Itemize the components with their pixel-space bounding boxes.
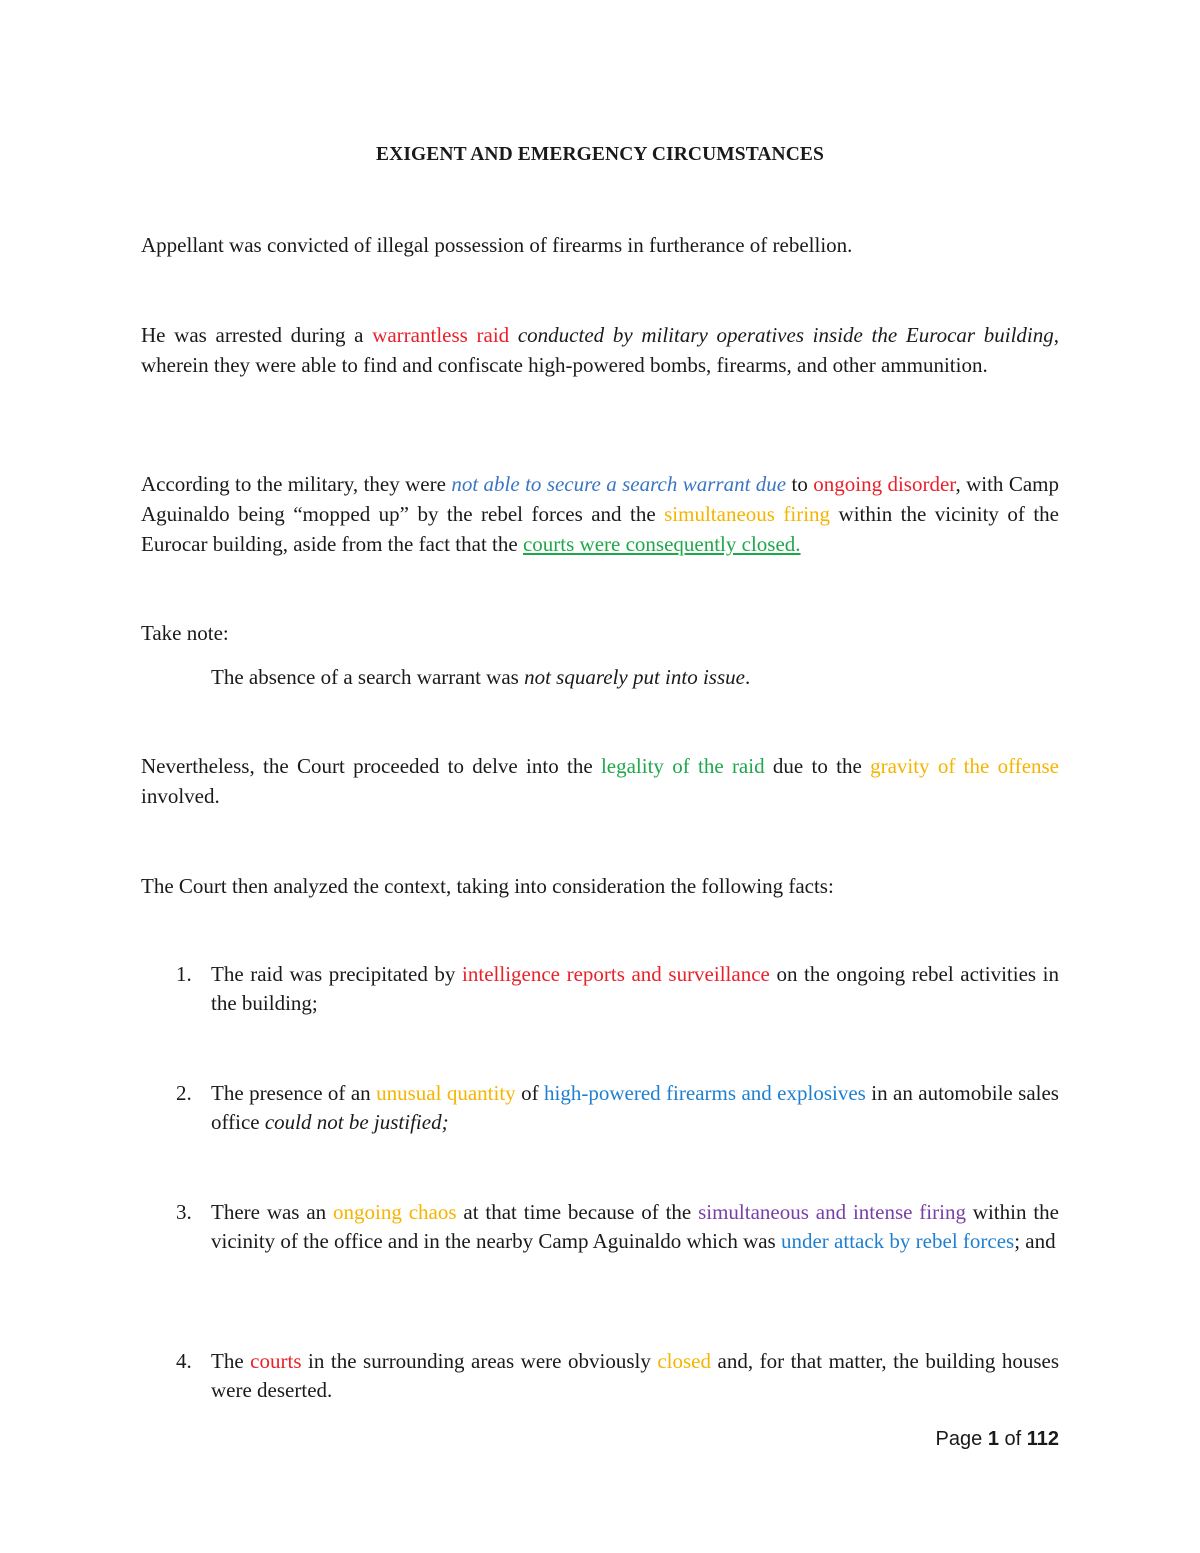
highlight-gravity-offense: gravity of the offense bbox=[870, 754, 1060, 778]
text-run: There was an bbox=[211, 1200, 334, 1224]
of-label: of bbox=[998, 1428, 1027, 1450]
text-run: within the vicinity of the office and in the nearby Camp Aguinaldo which was bbox=[211, 1200, 1059, 1253]
list-number: 3. bbox=[176, 1200, 192, 1224]
highlight-ongoing-disorder: ongoing disorder bbox=[813, 472, 956, 496]
page-number-footer bbox=[936, 1428, 1059, 1451]
text-run: ; and bbox=[1014, 1229, 1056, 1253]
text-run: of bbox=[515, 1081, 545, 1105]
highlight-legality-raid: legality of the raid bbox=[600, 754, 765, 778]
italic-run: not squarely put into issue bbox=[524, 665, 745, 689]
highlight-under-attack: under attack by rebel forces bbox=[780, 1229, 1015, 1253]
list-number: 1. bbox=[176, 962, 192, 986]
text-run: , wherein they were able to find and confiscate high-powered bombs, firearms, and other ammunition. bbox=[141, 323, 1060, 377]
text-run: . bbox=[744, 665, 751, 689]
highlight-unusual-quantity: unusual quantity bbox=[376, 1081, 516, 1105]
text-run: within the vicinity of the Eurocar building, aside from the fact that the bbox=[141, 502, 1059, 556]
paragraph-take-note: Take note: bbox=[141, 621, 229, 645]
text-run: The absence of a search warrant was bbox=[211, 665, 525, 689]
text-run: Nevertheless, the Court proceeded to delve into the bbox=[141, 754, 601, 778]
list-item-text bbox=[211, 960, 1059, 1018]
paragraph-conviction: Appellant was convicted of illegal possession of firearms in furtherance of rebellion. bbox=[141, 233, 853, 257]
highlight-firearms-explosives: high-powered firearms and explosives bbox=[544, 1081, 866, 1105]
paragraph-arrest bbox=[141, 320, 1059, 380]
highlight-simultaneous-firing: simultaneous firing bbox=[664, 502, 831, 526]
text-run: at that time because of the bbox=[456, 1200, 699, 1224]
text-run: in the surrounding areas were obviously bbox=[301, 1349, 658, 1373]
current-page-number: 1 bbox=[987, 1428, 999, 1450]
highlight-ongoing-chaos: ongoing chaos bbox=[333, 1200, 457, 1224]
paragraph-absence-note bbox=[211, 662, 1059, 692]
list-item-text bbox=[211, 1347, 1059, 1405]
text-run: The presence of an bbox=[211, 1081, 377, 1105]
text-run: The raid was precipitated by bbox=[211, 962, 463, 986]
highlight-courts: courts bbox=[250, 1349, 302, 1373]
text-run: The bbox=[211, 1349, 251, 1373]
text-run: involved. bbox=[141, 784, 220, 808]
text-run: and, for that matter, the building houses were deserted. bbox=[211, 1349, 1059, 1402]
highlight-intense-firing: simultaneous and intense firing bbox=[698, 1200, 966, 1224]
text-run: on the ongoing rebel activities in the building; bbox=[211, 962, 1060, 1015]
list-number: 2. bbox=[176, 1081, 192, 1105]
text-run: According to the military, they were bbox=[141, 472, 452, 496]
list-number: 4. bbox=[176, 1349, 192, 1373]
paragraph-nevertheless bbox=[141, 751, 1059, 811]
list-item-text bbox=[211, 1198, 1059, 1256]
list-item-text bbox=[211, 1079, 1059, 1137]
italic-run: conducted by military operatives inside the Eurocar building bbox=[509, 323, 1054, 347]
highlight-warrantless-raid: warrantless raid bbox=[372, 323, 510, 347]
paragraph-analysis-intro: The Court then analyzed the context, taking into consideration the following facts: bbox=[141, 874, 834, 898]
total-page-count: 112 bbox=[1026, 1428, 1059, 1450]
highlight-no-warrant: not able to secure a search warrant due bbox=[451, 472, 787, 496]
text-run: He was arrested during a bbox=[141, 323, 373, 347]
highlight-intelligence-reports: intelligence reports and surveillance bbox=[462, 962, 770, 986]
highlight-courts-closed: courts were consequently closed. bbox=[522, 532, 801, 556]
document-title: EXIGENT AND EMERGENCY CIRCUMSTANCES bbox=[376, 144, 824, 165]
text-run: , with Camp Aguinaldo being “mopped up” by the rebel forces and the bbox=[141, 472, 1059, 526]
highlight-closed: closed bbox=[657, 1349, 711, 1373]
text-run: in an automobile sales office bbox=[211, 1081, 1059, 1134]
paragraph-military-claim bbox=[141, 469, 1059, 559]
text-run: due to the bbox=[764, 754, 871, 778]
page-label: Page bbox=[935, 1428, 988, 1450]
italic-run: could not be justified; bbox=[264, 1110, 449, 1134]
text-run: to bbox=[786, 472, 814, 496]
